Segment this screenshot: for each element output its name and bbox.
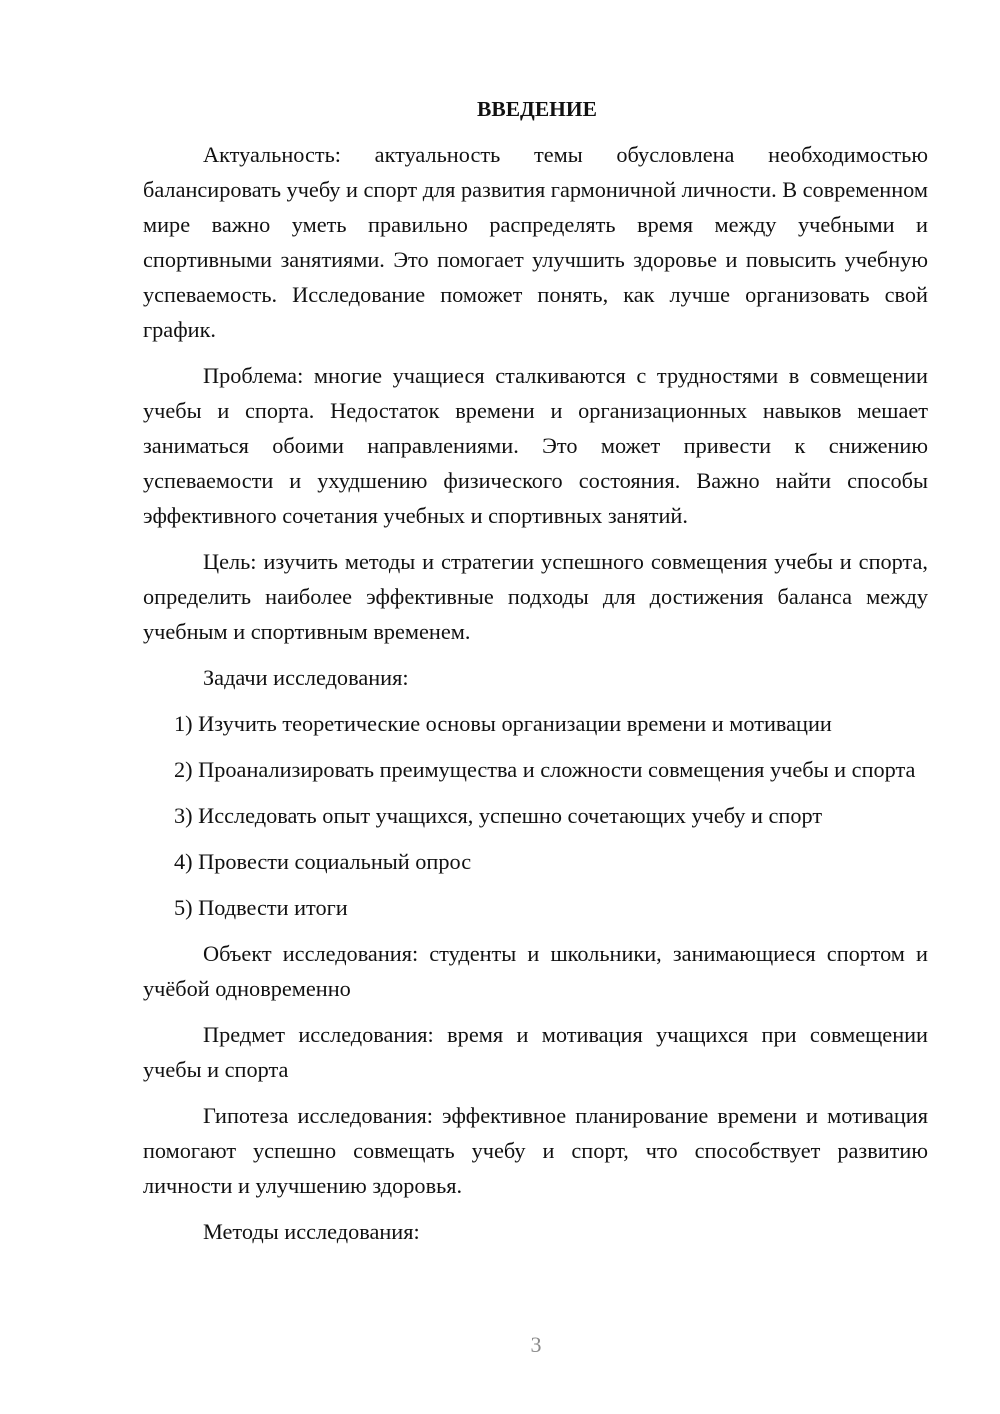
hypothesis-paragraph: Гипотеза исследования: эффективное планирование времени и мотивация помогают успешно совмещать учебу и спорт, что способствует развитию личности и улучшению здоровья. — [143, 1103, 928, 1198]
document-page — [143, 92, 928, 1260]
page-title: ВВЕДЕНИЕ — [477, 97, 597, 121]
problem-paragraph: Проблема: многие учащиеся сталкиваются с трудностями в совмещении учебы и спорта. Недостаток времени и организационных навыков мешает заниматься обоими направлениями. Это может привести к снижению успеваемости и ухудшению физического состояния. Важно найти способы эффективного сочетания учебных и спортивных занятий. — [143, 363, 928, 528]
methods-heading: Методы исследования: — [203, 1219, 420, 1244]
relevance-paragraph: Актуальность: актуальность темы обусловлена необходимостью балансировать учебу и спорт для развития гармоничной личности. В современном мире важно уметь правильно распределять время между учебными и спортивными занятиями. Это помогает улучшить здоровье и повысить учебную успеваемость. Исследование поможет понять, как лучше организовать свой график. — [143, 142, 928, 342]
task-item-5: 5) Подвести итоги — [174, 895, 348, 920]
object-paragraph: Объект исследования: студенты и школьники, занимающиеся спортом и учёбой одновременно — [143, 941, 928, 1001]
task-item-4: 4) Провести социальный опрос — [174, 849, 472, 874]
tasks-heading: Задачи исследования: — [203, 665, 409, 690]
goal-paragraph: Цель: изучить методы и стратегии успешного совмещения учебы и спорта, определить наиболее эффективные подходы для достижения баланса между учебным и спортивным временем. — [143, 549, 928, 644]
task-item-3: 3) Исследовать опыт учащихся, успешно сочетающих учебу и спорт — [174, 803, 823, 828]
subject-paragraph: Предмет исследования: время и мотивация учащихся при совмещении учебы и спорта — [143, 1022, 928, 1082]
task-item-1: 1) Изучить теоретические основы организации времени и мотивации — [174, 711, 832, 736]
page-number: 3 — [530, 1332, 542, 1357]
task-item-2: 2) Проанализировать преимущества и сложности совмещения учебы и спорта — [174, 757, 916, 782]
